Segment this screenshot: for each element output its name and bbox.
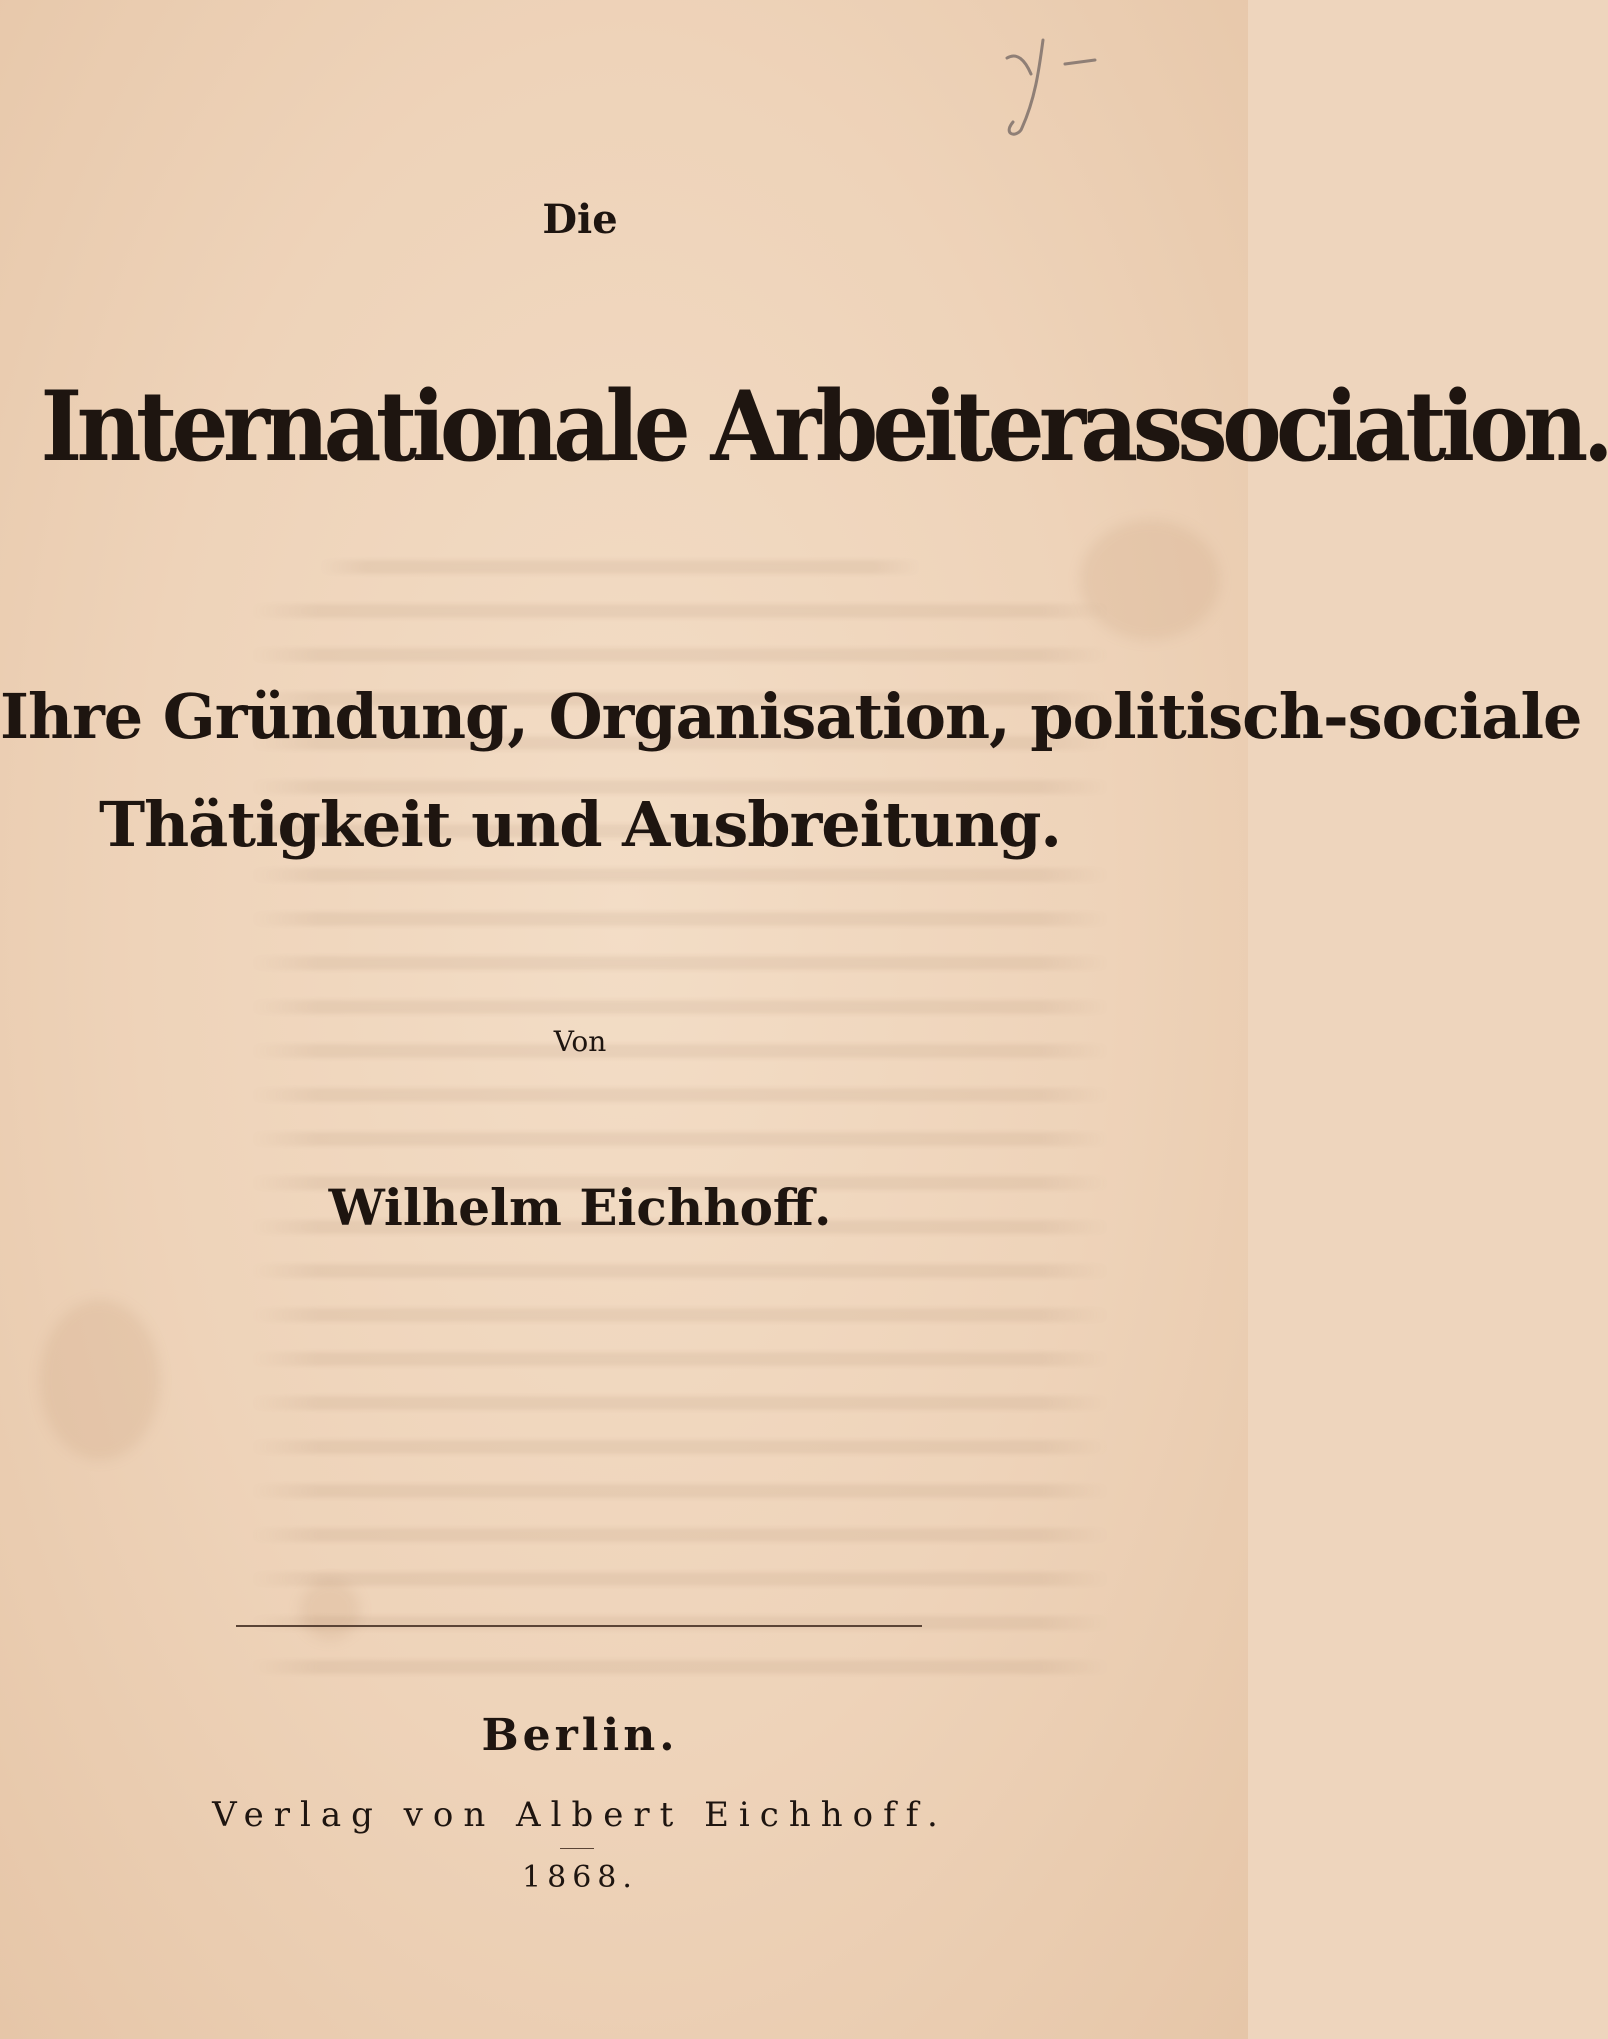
- pencil-mark-text: Y-: [995, 30, 996, 31]
- author-name: Wilhelm Eichhoff.: [328, 1178, 832, 1237]
- foxing-stain: [40, 1300, 160, 1460]
- by-line: Von: [553, 1025, 607, 1058]
- subtitle-line-1: Ihre Gründung, Organisation, politisch-sociale: [0, 680, 1582, 753]
- small-divider: [560, 1848, 594, 1849]
- divider-rule: [236, 1625, 922, 1627]
- foxing-stain: [1080, 520, 1220, 640]
- title-article: Die: [542, 196, 618, 243]
- foxing-stain: [300, 1580, 360, 1640]
- publication-year: 1868.: [522, 1860, 638, 1895]
- publisher: Verlag von Albert Eichhoff.: [212, 1795, 948, 1835]
- pencil-mark: [995, 30, 1125, 140]
- subtitle-line-2: Thätigkeit und Ausbreitung.: [98, 788, 1062, 861]
- publication-city: Berlin.: [481, 1710, 679, 1761]
- main-title: Internationale Arbeiterassociation.: [40, 370, 1608, 483]
